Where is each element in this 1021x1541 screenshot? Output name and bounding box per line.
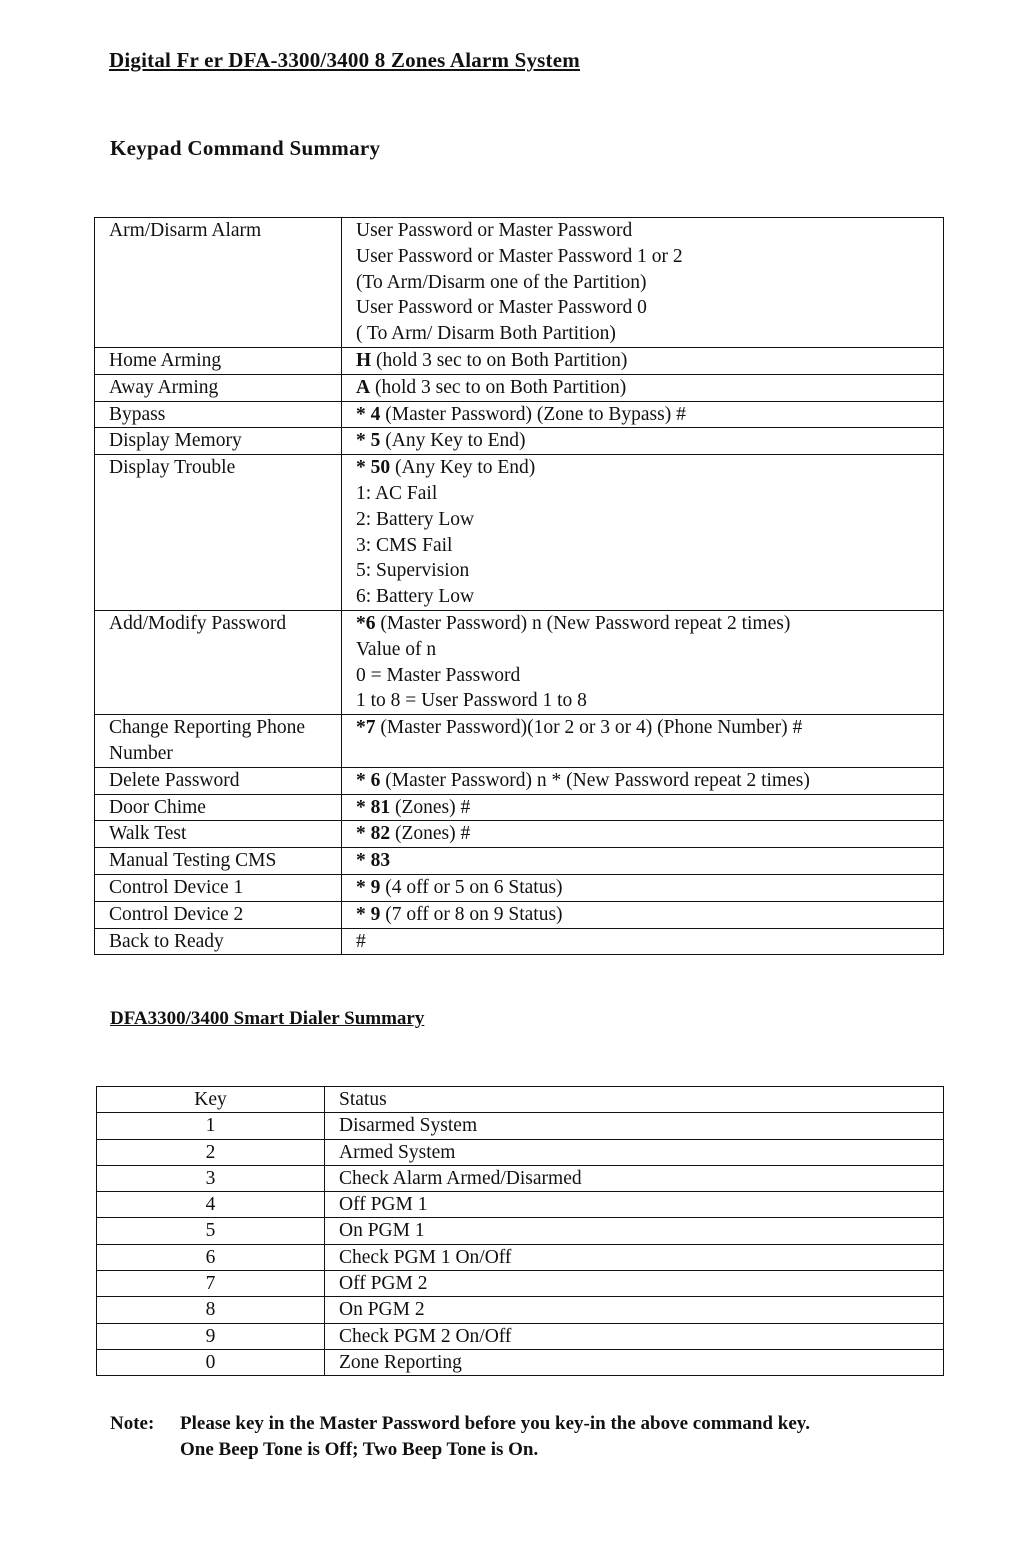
table-row (95, 610, 944, 714)
command-line: * 9 (4 off or 5 on 6 Status) (356, 876, 563, 898)
command-line: # (356, 930, 366, 952)
command-line: 6: Battery Low (356, 586, 475, 608)
command-function: Control Device 2 (95, 901, 342, 928)
note (110, 1411, 810, 1463)
command-keys (342, 874, 944, 901)
command-function: Display Trouble (95, 455, 342, 611)
dialer-status: Off PGM 2 (325, 1271, 944, 1297)
command-line: 2: Battery Low (356, 508, 475, 530)
command-line: User Password or Master Password (356, 220, 633, 241)
command-function: Change Reporting Phone Number (95, 715, 342, 768)
dialer-key: 0 (97, 1349, 325, 1375)
command-line: * 9 (7 off or 8 on 9 Status) (356, 903, 563, 925)
command-line: 0 = Master Password (356, 664, 521, 686)
command-line: * 83 (356, 850, 391, 872)
command-keys (342, 428, 944, 455)
dialer-key: 8 (97, 1297, 325, 1323)
dialer-status: Off PGM 1 (325, 1192, 944, 1218)
table-row (97, 1113, 944, 1139)
table-row (95, 928, 944, 955)
dialer-key: 9 (97, 1323, 325, 1349)
command-function: Bypass (95, 401, 342, 428)
command-line: Value of n (356, 638, 437, 660)
command-line: User Password or Master Password 1 or 2 (356, 245, 683, 267)
command-function: Arm/Disarm Alarm (95, 218, 342, 348)
dialer-status: Check PGM 1 On/Off (325, 1244, 944, 1270)
dialer-section-title: DFA3300/3400 Smart Dialer Summary (110, 1008, 425, 1029)
note-label: Note: (110, 1413, 155, 1434)
command-line: 3: CMS Fail (356, 534, 453, 556)
table-row (95, 715, 944, 768)
command-line: 1 to 8 = User Password 1 to 8 (356, 690, 587, 712)
command-line: * 4 (Master Password) (Zone to Bypass) # (356, 403, 686, 425)
dialer-status: On PGM 2 (325, 1297, 944, 1323)
command-function: Add/Modify Password (95, 610, 342, 714)
header-key: Key (97, 1087, 325, 1113)
table-row (97, 1323, 944, 1349)
table-row (97, 1271, 944, 1297)
table-row (97, 1192, 944, 1218)
command-line: * 81 (Zones) # (356, 796, 471, 818)
command-function: Back to Ready (95, 928, 342, 955)
table-row (97, 1349, 944, 1375)
command-line: 5: Supervision (356, 560, 470, 582)
command-line: (To Arm/Disarm one of the Partition) (356, 271, 647, 293)
command-function: Manual Testing CMS (95, 848, 342, 875)
keypad-section-title: Keypad Command Summary (110, 136, 381, 160)
table-row (95, 821, 944, 848)
table-row (97, 1297, 944, 1323)
dialer-key: 3 (97, 1165, 325, 1191)
command-line: * 6 (Master Password) n * (New Password repeat 2 times) (356, 769, 810, 791)
dialer-status: Zone Reporting (325, 1349, 944, 1375)
dialer-status: Disarmed System (325, 1113, 944, 1139)
dialer-status: Check PGM 2 On/Off (325, 1323, 944, 1349)
dialer-key: 1 (97, 1113, 325, 1139)
command-function: Display Memory (95, 428, 342, 455)
document-title: Digital Fr er DFA-3300/3400 8 Zones Alarm System (109, 48, 580, 72)
table-row (95, 901, 944, 928)
command-line: H (hold 3 sec to on Both Partition) (356, 349, 628, 371)
command-function: Door Chime (95, 794, 342, 821)
command-function: Walk Test (95, 821, 342, 848)
dialer-status: On PGM 1 (325, 1218, 944, 1244)
command-line: ( To Arm/ Disarm Both Partition) (356, 323, 616, 345)
command-keys (342, 821, 944, 848)
table-row (95, 874, 944, 901)
table-row (95, 347, 944, 374)
header-status: Status (325, 1087, 944, 1113)
command-keys (342, 848, 944, 875)
table-row (95, 848, 944, 875)
command-line: User Password or Master Password 0 (356, 297, 647, 319)
dialer-summary-table (96, 1086, 944, 1376)
table-row (97, 1244, 944, 1270)
command-line: * 50 (Any Key to End) (356, 457, 536, 479)
command-line: *7 (Master Password)(1or 2 or 3 or 4) (Phone Number) # (356, 717, 803, 739)
table-row (95, 218, 944, 348)
table-row (97, 1139, 944, 1165)
command-keys (342, 218, 944, 348)
command-keys (342, 401, 944, 428)
command-keys (342, 347, 944, 374)
note-line-1: Please key in the Master Password before you key-in the above command key. (180, 1413, 810, 1434)
command-keys (342, 901, 944, 928)
dialer-status: Check Alarm Armed/Disarmed (325, 1165, 944, 1191)
dialer-key: 6 (97, 1244, 325, 1270)
command-function: Control Device 1 (95, 874, 342, 901)
table-row (95, 401, 944, 428)
command-function: Away Arming (95, 374, 342, 401)
command-line: A (hold 3 sec to on Both Partition) (356, 376, 627, 398)
command-keys (342, 374, 944, 401)
command-keys (342, 610, 944, 714)
command-function: Delete Password (95, 767, 342, 794)
command-keys (342, 715, 944, 768)
table-row (95, 428, 944, 455)
command-line: *6 (Master Password) n (New Password repeat 2 times) (356, 612, 791, 634)
command-keys (342, 794, 944, 821)
table-row (95, 767, 944, 794)
table-row (97, 1165, 944, 1191)
dialer-key: 4 (97, 1192, 325, 1218)
command-keys (342, 455, 944, 611)
command-line: * 82 (Zones) # (356, 823, 471, 845)
dialer-key: 5 (97, 1218, 325, 1244)
table-row (95, 794, 944, 821)
table-header-row (97, 1087, 944, 1113)
table-row (95, 374, 944, 401)
command-line: * 5 (Any Key to End) (356, 430, 526, 452)
command-keys (342, 767, 944, 794)
table-row (97, 1218, 944, 1244)
keypad-command-table (94, 217, 944, 955)
note-line-2: One Beep Tone is Off; Two Beep Tone is On. (180, 1439, 539, 1460)
table-row (95, 455, 944, 611)
command-line: 1: AC Fail (356, 482, 438, 504)
dialer-status: Armed System (325, 1139, 944, 1165)
command-keys (342, 928, 944, 955)
dialer-key: 7 (97, 1271, 325, 1297)
command-function: Home Arming (95, 347, 342, 374)
dialer-key: 2 (97, 1139, 325, 1165)
